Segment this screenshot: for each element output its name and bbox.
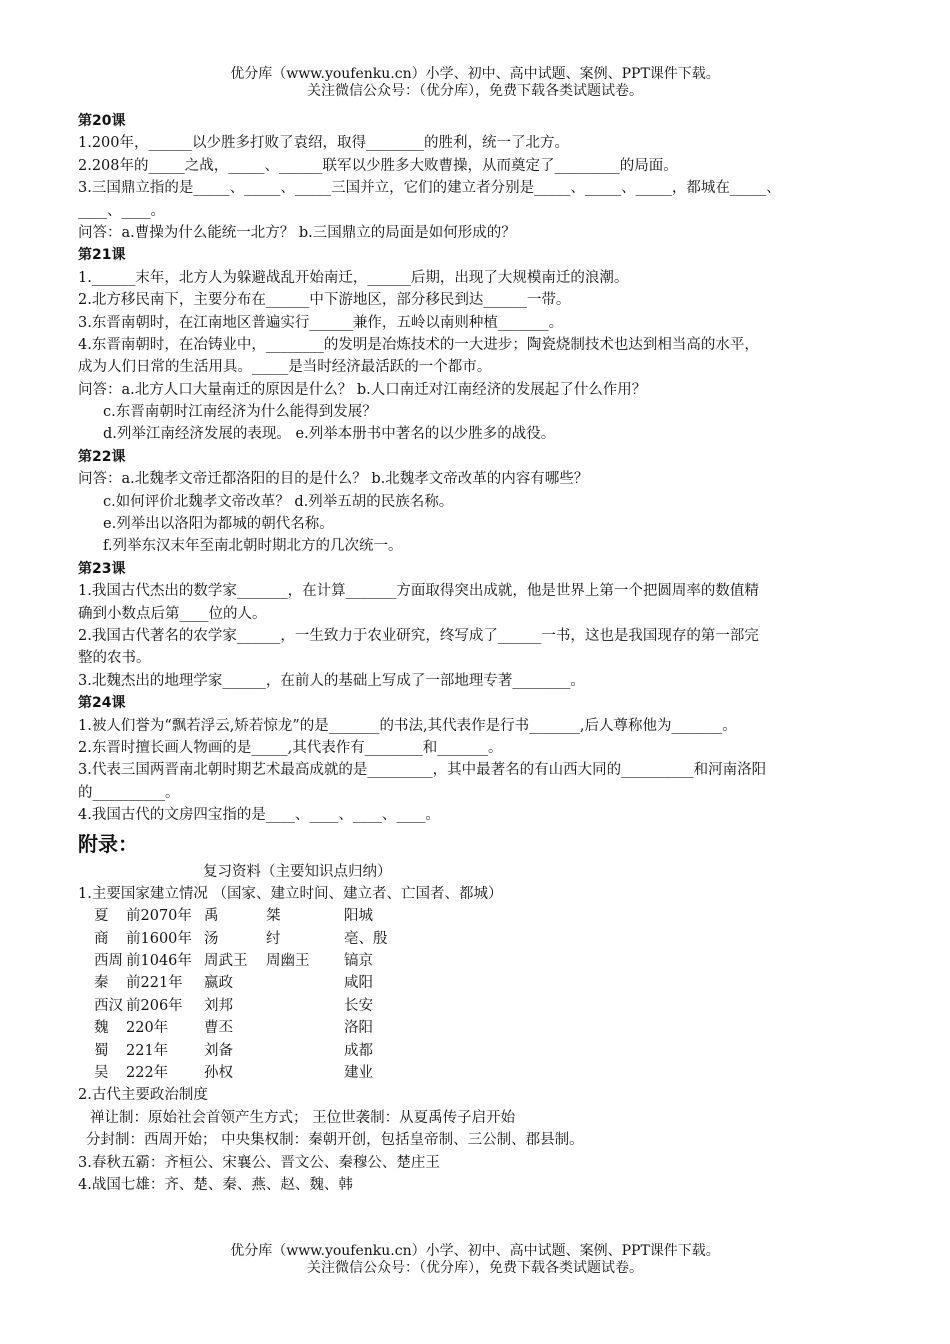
dynasty-name: 西周 — [94, 953, 123, 970]
dynasty-name: 商 — [94, 930, 109, 947]
appendix-title: 附录： — [78, 831, 138, 856]
question-line: 3.北魏杰出的地理学家______，在前人的基础上写成了一部地理专著________。 — [78, 672, 585, 689]
question-line: 2.北方移民南下，主要分布在______中下游地区，部分移民到达______一带。 — [78, 292, 571, 309]
question-line: 1.______末年，北方人为躲避战乱开始南迁，______后期，出现了大规模南迁的浪潮。 — [78, 269, 629, 286]
question-line: 2.208年的_____之战，_____、______联军以少胜多大败曹操，从而奠定了_________的局面。 — [78, 157, 678, 174]
founder: 禹 — [204, 908, 219, 925]
page-header — [0, 66, 950, 100]
dynasty-row — [78, 905, 878, 927]
founder: 汤 — [204, 930, 219, 947]
lesson-heading: 第20课 — [78, 113, 126, 129]
dynasty-row — [78, 928, 878, 950]
founding-year: 前2070年 — [126, 908, 192, 925]
lesson-heading: 第23课 — [78, 560, 126, 577]
founding-year: 前206年 — [126, 997, 183, 1014]
appendix-item-4: 4.战国七雄：齐、楚、秦、燕、赵、魏、韩 — [78, 1176, 353, 1193]
capital: 亳、殷 — [344, 930, 388, 947]
dynasty-row — [78, 950, 878, 972]
founding-year: 前1046年 — [126, 953, 192, 970]
appendix-item-2-line-1: 禅让制：原始社会首领产生方式； 王位世袭制：从夏禹传子启开始 — [90, 1109, 516, 1126]
capital: 洛阳 — [344, 1020, 373, 1037]
footer-line-2: 关注微信公众号：（优分库），免费下载各类试题试卷。 — [307, 1260, 643, 1276]
question-line: 1.被人们誉为“飘若浮云,矫若惊龙”的是_______的书法,其代表作是行书_______,后人尊称他为_______。 — [78, 717, 737, 734]
question-line: 4.东晋南朝时，在冶铸业中，________的发明是冶炼技术的一大进步；陶瓷烧制技术也达到相当高的水平， — [78, 336, 759, 353]
question-line: 2.东晋时擅长画人物画的是_____,其代表作有________和_______。 — [78, 739, 503, 756]
dynasty-row — [78, 1017, 878, 1039]
question-line: 问答：a.北方人口大量南迁的原因是什么？ b.人口南迁对江南经济的发展起了什么作用？ — [78, 381, 647, 398]
last-ruler: 纣 — [266, 930, 281, 947]
dynasty-name: 秦 — [94, 975, 109, 992]
lesson-heading: 第22课 — [78, 448, 126, 465]
question-line: 确到小数点后第____位的人。 — [78, 605, 267, 622]
question-line: 3.代表三国两晋南北朝时期艺术最高成就的是_________，其中最著名的有山西大同的__________和河南洛阳 — [78, 762, 767, 779]
founding-year: 220年 — [126, 1020, 169, 1037]
question-line: 2.我国古代著名的农学家______，一生致力于农业研究，终写成了______一书，这也是我国现存的第一部完 — [78, 627, 759, 644]
capital: 建业 — [344, 1065, 373, 1082]
founding-year: 前221年 — [126, 975, 183, 992]
footer-line-1: 优分库（www.youfenku.cn）小学、初中、高中试题、案例、PPT课件下载。 — [230, 1243, 720, 1259]
founder: 嬴政 — [204, 975, 233, 992]
question-lines — [78, 110, 878, 827]
founder: 刘邦 — [204, 997, 233, 1014]
capital: 咸阳 — [344, 975, 373, 992]
dynasty-name: 蜀 — [94, 1042, 109, 1059]
founder: 刘备 — [204, 1042, 233, 1059]
founder: 曹丕 — [204, 1020, 233, 1037]
last-ruler: 桀 — [266, 908, 281, 925]
question-line: 问答：a.北魏孝文帝迁都洛阳的目的是什么？ b.北魏孝文帝改革的内容有哪些？ — [78, 471, 589, 488]
dynasty-row — [78, 1062, 878, 1084]
question-line: f.列举东汉末年至南北朝时期北方的几次统一。 — [103, 538, 403, 555]
question-line: 1.200年，______以少胜多打败了袁绍，取得________的胜利，统一了北方。 — [78, 135, 570, 152]
question-line: c.东晋南朝时江南经济为什么能得到发展？ — [103, 404, 377, 421]
appendix-item-1-title: 1.主要国家建立情况 （国家、建立时间、建立者、亡国者、都城） — [78, 885, 503, 902]
dynasty-name: 夏 — [94, 908, 109, 925]
document-body — [78, 110, 878, 1196]
dynasty-name: 西汉 — [94, 997, 123, 1014]
lesson-heading: 第21课 — [78, 247, 126, 264]
question-line: 3.东晋南朝时，在江南地区普遍实行______兼作，五岭以南则种植_______。 — [78, 314, 564, 331]
question-line: 问答：a.曹操为什么能统一北方？ b.三国鼎立的局面是如何形成的？ — [78, 224, 516, 241]
dynasty-row — [78, 995, 878, 1017]
dynasty-name: 魏 — [94, 1020, 109, 1037]
founding-year: 222年 — [126, 1065, 169, 1082]
page-footer — [0, 1243, 950, 1277]
founder: 周武王 — [204, 953, 248, 970]
capital: 阳城 — [344, 908, 373, 925]
question-line: c.如何评价北魏孝文帝改革？ d.列举五胡的民族名称。 — [103, 493, 454, 510]
question-line: ____、____。 — [78, 202, 165, 219]
capital: 成都 — [344, 1042, 373, 1059]
lesson-heading: 第24课 — [78, 695, 126, 712]
question-line: e.列举出以洛阳为都城的朝代名称。 — [103, 516, 334, 533]
question-line: 整的农书。 — [78, 650, 151, 667]
capital: 镐京 — [344, 953, 373, 970]
founding-year: 前1600年 — [126, 930, 192, 947]
header-line-1: 优分库（www.youfenku.cn）小学、初中、高中试题、案例、PPT课件下载。 — [230, 66, 720, 82]
question-line: 的__________。 — [78, 784, 180, 801]
question-line: 成为人们日常的生活用具。_____是当时经济最活跃的一个都市。 — [78, 359, 492, 376]
appendix-item-3: 3.春秋五霸：齐桓公、宋襄公、晋文公、秦穆公、楚庄王 — [78, 1154, 440, 1171]
question-line: 3.三国鼎立指的是_____、_____、_____三国并立，它们的建立者分别是_____、_____、_____，都城在_____、 — [78, 180, 781, 197]
dynasty-row — [78, 1040, 878, 1062]
founder: 孙权 — [204, 1065, 233, 1082]
capital: 长安 — [344, 997, 373, 1014]
last-ruler: 周幽王 — [266, 953, 310, 970]
header-line-2: 关注微信公众号：（优分库），免费下载各类试题试卷。 — [307, 83, 643, 99]
dynasty-row — [78, 972, 878, 994]
dynasty-table — [78, 905, 878, 1084]
appendix-item-2-line-2: 分封制：西周开始； 中央集权制：秦朝开创，包括皇帝制、三公制、郡县制。 — [86, 1132, 584, 1149]
appendix-subtitle: 复习资料（主要知识点归纳） — [203, 863, 392, 880]
appendix-item-2-title: 2.古代主要政治制度 — [78, 1087, 208, 1104]
dynasty-name: 吴 — [94, 1065, 109, 1082]
question-line: d.列举江南经济发展的表现。 e.列举本册书中著名的以少胜多的战役。 — [103, 426, 556, 443]
question-line: 1.我国古代杰出的数学家_______，在计算_______方面取得突出成就，他是世界上第一个把圆周率的数值精 — [78, 583, 759, 600]
question-line: 4.我国古代的文房四宝指的是____、____、____、____。 — [78, 807, 440, 824]
founding-year: 221年 — [126, 1042, 169, 1059]
